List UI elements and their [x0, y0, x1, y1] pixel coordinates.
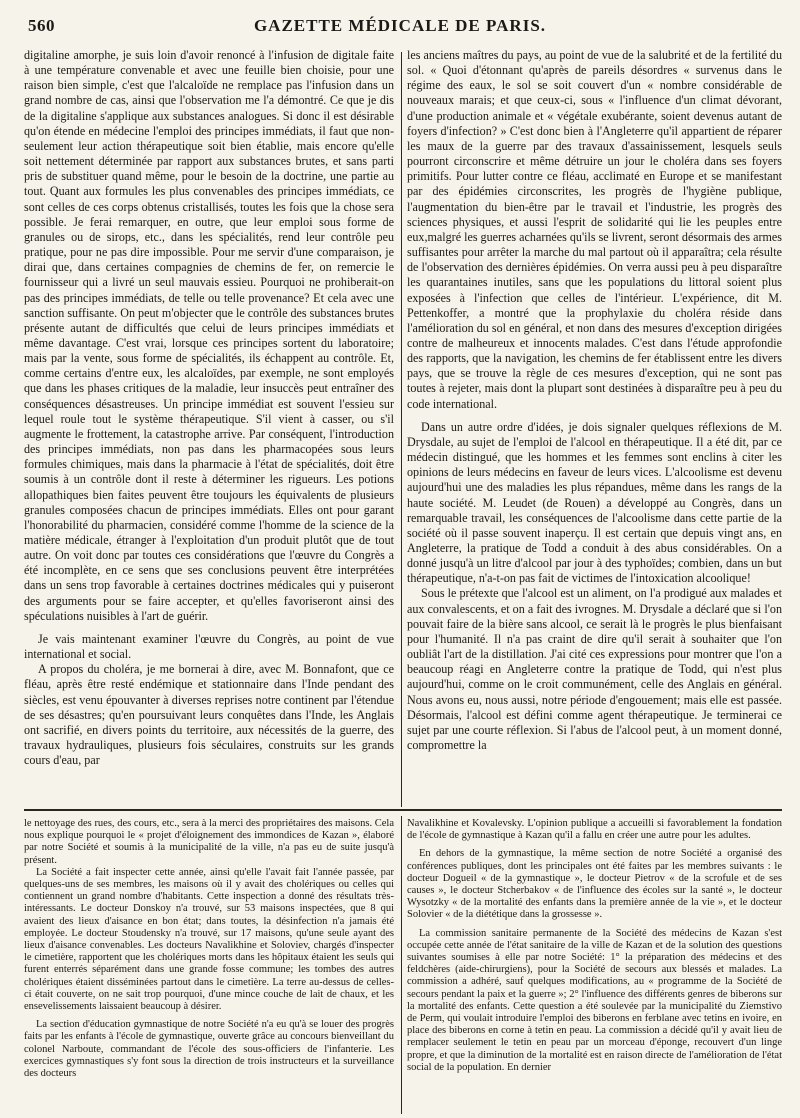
- paragraph: Dans un autre ordre d'idées, je dois signaler quelques réflexions de M. Drysdale, au sujet de l'emploi de l'alcool en thérapeutique. Il a été dit, par ce médecin distingué, que les hommes et les femmes sont enclins à citer les opinions de leurs médecins en faveur de leurs vices. L'alcoolisme est devenu aujourd'hui une des maladies les plus répandues, même dans les rangs de la haute société. M. Leudet (de Rouen) a développé au Congrès, dans un remarquable travail, les conséquences de l'alcoolisme dans cette partie de la société où il passe souvent inaperçu. Il est certain que depuis vingt ans, en Angleterre, la pratique de Todd a conduit à des abus considérables. On a donné jusqu'à un litre d'alcool par jour à des typhoïdes; combien, dans un but thérapeutique, n'a-t-on pas fait de victimes de l'intoxication alcoolique!: [407, 419, 782, 586]
- report-section: [24, 818, 782, 1114]
- paragraph: En dehors de la gymnastique, la même section de notre Société a organisé des conférences publiques, dont les principales ont été faites par les membres suivants : le docteur Dogueil « de la gymnastique », le docteur Pietrov « de la scrofule et de ses causes », le docteur Stcherbakov « de l'influence des écoles sur la santé », le docteur Wysotzky « de la mortalité des enfants dans la première année de la vie », et le docteur Solovier « de la diététique dans la grossesse ».: [407, 848, 782, 921]
- paragraph: La section d'éducation gymnastique de notre Société n'a eu qu'à se louer des progrès faits par les enfants à l'école de gymnastique, ouverte grâce au concours bienveillant du colonel Narboute, commandant de l'école des sous-officiers de l'infanterie. Les exercices gymnastiques s'y font sous la direction de trois instructeurs et la surveillance des docteurs: [24, 1019, 394, 1080]
- paragraph: A propos du choléra, je me bornerai à dire, avec M. Bonnafont, que ce fléau, après être resté endémique et stationnaire dans l'Inde pendant des siècles, est venu épouvanter à diverses reprises notre continent par l'étendue de ses désastres; qu'en poursuivant leurs conquêtes dans l'Inde, les Anglais ont sacrifié, en divers points du territoire, aux nécessités de la guerre, des travaux hydrauliques, plusieurs fois séculaires, construits sur les grands cours d'eau, par: [24, 662, 394, 768]
- column-divider: [401, 52, 402, 807]
- section-divider: [24, 809, 782, 811]
- paragraph: Sous le prétexte que l'alcool est un aliment, on l'a prodigué aux malades et aux convalescents, et on a fait des ivrognes. M. Drysdale a déclaré que si l'on pouvait faire de la bière sans alcool, ce serait là le progrès le plus bienfaisant pour l'humanité. Il n'a pas craint de dire qu'il serait à souhaiter que l'on oubliât l'art de la distillation. J'ai cité ces expressions pour montrer que l'on a beaucoup réagi en Angleterre contre la pratique de Todd, qui n'est plus aujourd'hui, comme on le croit communément, celle des Anglais en général. Nous avons eu, nous aussi, notre période d'engouement; mais elle est passée. Désormais, l'alcool est défini comme agent thérapeutique. Je terminerai ce sujet par une courte réflexion. Si l'abus de l'alcool peut, à un moment donné, compromettre la: [407, 586, 782, 753]
- paragraph: le nettoyage des rues, des cours, etc., sera à la merci des propriétaires des maisons. Cela nous explique pourquoi le « projet d'éloignement des immondices de Kazan », élaboré par notre Société et soumis à la municipalité de la ville, n'a pas eu de suite jusqu'à présent.: [24, 818, 394, 866]
- paragraph: Je vais maintenant examiner l'œuvre du Congrès, au point de vue international et social.: [24, 631, 394, 662]
- lower-right-column: [407, 818, 782, 1114]
- lower-left-column: [24, 818, 394, 1114]
- paragraph: La Société a fait inspecter cette année, ainsi qu'elle l'avait fait l'année passée, par quelques-uns de ses membres, les maisons où il y avait des cholériques ou celles qui contiennent un grand nombre d'habitants. Cette inspection a donné des résultats très-intéressants. Le docteur Donskoy n'a trouvé, sur 53 maisons inspectées, que 8 qui avaient des lieux d'aisance en bon état; dans toutes, la désinfection n'a jamais été employée. Le docteur Stoudensky n'a trouvé, sur 17 maisons, qu'une seule ayant des lieux d'aisance convenables. Les docteurs Navalikhine et Soloviev, chargés d'inspecter le cimetière, rapportent que les cholériques morts dans les hôpitaux étaient les seuls qui furent enterrés séparément dans une grande fosse commune; les tombes des autres cholériques étaient disséminées partout dans le cimetière. La terre au-dessus de celles-ci était couverte, on ne sait trop pourquoi, d'une mince couche de lait de chaux, et les ensevelissements laissaient beaucoup à désirer.: [24, 866, 394, 1013]
- upper-right-column: [407, 48, 782, 808]
- page-header: [0, 0, 800, 48]
- main-article-section: [24, 48, 782, 808]
- running-title: GAZETTE MÉDICALE DE PARIS.: [253, 16, 547, 35]
- upper-left-column: [24, 48, 394, 808]
- page-number: 560: [28, 16, 55, 35]
- paragraph: Navalikhine et Kovalevsky. L'opinion publique a accueilli si favorablement la fondation de l'école de gymnastique à Kazan qu'il a fallu en créer une autre pour les adultes.: [407, 818, 782, 842]
- paragraph: les anciens maîtres du pays, au point de vue de la salubrité et de la fertilité du sol. « Quoi d'étonnant qu'après de pareils désordres « survenus dans le régime des eaux, le sol se soit couvert d'un « nombre considérable de nouveaux marais; et que ceux-ci, sous « l'influence d'un climat dévorant, d'une production animale et « végétale exubérante, soient devenus autant de foyers d'infection? » C'est donc bien à l'Angleterre qu'il appartient de réparer les maux de la guerre par des travaux d'assainissement, lesquels seuls pourront circonscrire et même détruire un jour le choléra dans ses foyers primitifs. Pour lutter contre ce fléau, acclimaté en Europe et se manifestant par des épidémies circonscrites, les progrès de l'hygiène publique, l'augmentation du bien-être par le travail et l'industrie, les progrès des sciences physiques, et aussi l'esprit de solidarité qui lie les peuples entre eux,malgré les guerres acharnées qu'ils se livrent, seront désormais des armes suffisantes pour arrêter la marche du mal partout où il apparaîtra; cela résulte de l'observation des dernières épidémies. On verra aussi peu à peu disparaître les quarantaines inutiles, sans que les populations du littoral soient plus exposées à l'infection que celles de l'intérieur. L'expérience, dit M. Pettenkoffer, a montré que la prophylaxie du choléra réside dans l'amélioration du sol en général, et non dans des mesures d'exception dirigées contre de malheureux et innocents malades. C'est dans l'étude approfondie des rapports, que la navigation, les chemins de fer établissent entre les divers pays, que se trouve la règle de ces mesures d'exception, qui ne sont pas toutes à rejeter, mais dont la plupart sont destinées à disparaître peu à peu du code international.: [407, 48, 782, 411]
- paragraph: La commission sanitaire permanente de la Société des médecins de Kazan s'est occupée cette année de l'état sanitaire de la ville de Kazan et de la solution des questions suivantes soumises à elle par notre Société: 1° la préparation des médecins et des feldchères (aide-chirurgiens), pour la Société de secours aux blessés et malades. La commission a adhéré, sauf quelques modifications, au « programme de la Société de secours pendant la paix et la guerre »; 2° l'influence des différents genres de biberons sur la mortalité des enfants. Cette question a été soulevée par la municipalité du Ziemstivo de Perm, qui voulait introduire l'emploi des biberons en ferblane avec tetins en ivoire, en place des biberons en corne à tetin en peau. La commission a décidé qu'il y avait lieu de remplacer seulement le tetin en peau par un morceau d'éponge, recouvert d'un linge propre, et que la diminution de la mortalité est en raison directe de l'amélioration de l'état social de la population. En dernier: [407, 927, 782, 1073]
- column-divider: [401, 816, 402, 1114]
- paragraph: digitaline amorphe, je suis loin d'avoir renoncé à l'infusion de digitale faite à une température convenable et avec une feuille bien choisie, pour une raison bien simple, c'est que l'alcaloïde ne remplace pas l'infusion dans un grand nombre de cas, ainsi que l'observation me l'a démontré. Ce que je dis de la digitaline s'applique aux substances analogues. Si donc il est désirable qu'on étende en médecine l'emploi des principes immédiats, il faut que non-seulement leur action thérapeutique soit bien établie, mais encore qu'elle soit nettement déterminée par rapport aux substances brutes, et sans parti pris de substituer quand même, pour le besoin de la doctrine, une partie au tout. Quant aux formules les plus convenables des principes immédiats, ce sont celles de ces corps obtenus cristallisés, toutes les fois que la chose sera possible. Je ferai remarquer, en outre, que leur emploi sous forme de granules ou de sirops, etc., dans les spécialités, rend leur contrôle peu pratique, pour ne pas dire impossible. Pour me servir d'une comparaison, je dirai que, dans certaines compagnies de chemins de fer, on remercie le fournisseur qui a livré un seul mauvais essieu. Pourquoi ne prohiberait-on pas des principes immédiats, de telle ou telle provenance? Et cela avec une sanction suffisante. On peut m'objecter que le contrôle des substances brutes présente autant de difficultés que celui de leurs principes immédiats et même davantage. C'est vrai, lorsque ces principes sortent du laboratoire; mais par la vente, sous forme de spécialités, ils échappent au contrôle. Et, comme certains d'entre eux, les alcaloïdes, par exemple, ne sont employés que dans les phases critiques de la maladie, leur insuccès peut entraîner des conséquences désastreuses. Un principe immédiat est souvent l'essieu sur lequel roule tout le système thérapeutique. S'il vient à casser, ou s'il augmente le frottement, la catastrophe arrive. Par conséquent, l'introduction des principes immédiats, non pas dans les pharmacopées sous leurs formules chimiques, mais dans la pharmacie à l'état de spécialités, doit être soumis à un contrôle dont il reste à déterminer les rigueurs. Les potions allopathiques bien faites peuvent être toujours les équivalents de plusieurs granules composées chacun de principes immédiats. Elles ont pour garant l'honorabilité du pharmacien, considéré comme l'homme de la science de la matière médicale, étranger à l'exploitation d'un produit plutôt que de tout autre. On voit donc par toutes ces considérations que l'œuvre du Congrès a été incomplète, en ce sens que ses conclusions peuvent être interprétées dans un sens trop favorable à certaines doctrines médicales qui y puiseront des arguments pour se faire accepter, et qu'elles favoriseront ainsi des spéculations nuisibles à l'art de guérir.: [24, 48, 394, 623]
